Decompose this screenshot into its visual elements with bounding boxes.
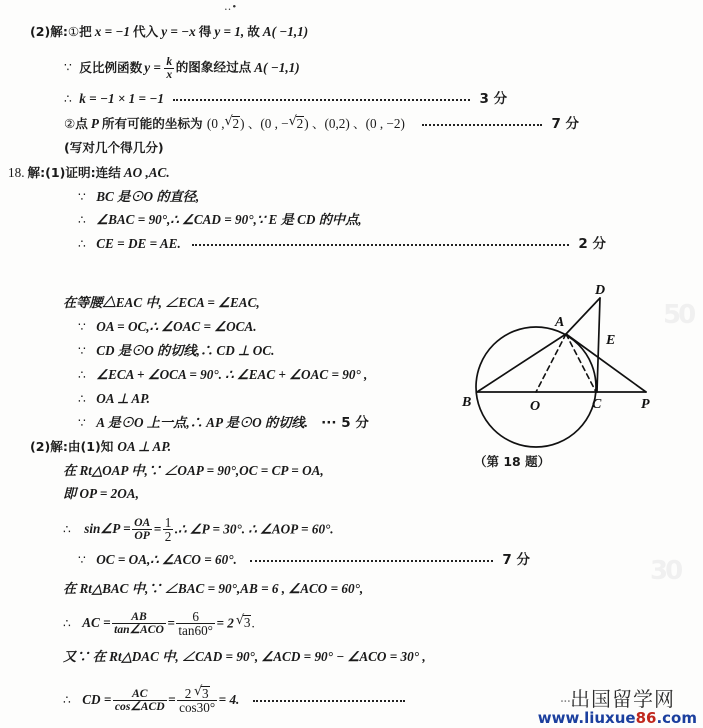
p18-part: (1): [45, 165, 66, 180]
cd-eq1: =: [168, 691, 176, 707]
p17-t2: 代入: [133, 24, 159, 39]
sin-label: sin∠P =: [84, 521, 131, 537]
therefore-symbol: ∴: [64, 91, 72, 106]
p18-proof2-text-5: OA ⊥ AP.: [96, 391, 150, 406]
p17-k-expr: k = −1 × 1 = −1: [79, 91, 164, 106]
p17-t4: 故: [247, 24, 260, 39]
label-E: E: [606, 333, 616, 348]
p18-part2-line-1: [63, 464, 324, 477]
p17-line-5-note: (写对几个得几分): [64, 140, 164, 155]
because-symbol: ∵: [64, 59, 72, 75]
therefore-symbol-8: ∴: [63, 691, 71, 707]
p18-proof2-line-5: [78, 392, 150, 406]
p18-sin-line: [63, 516, 334, 545]
p18-cd-line: [63, 686, 405, 716]
p18-proof-line-2: [78, 213, 362, 227]
label-B: B: [462, 395, 472, 410]
score-7-points-b: 7 分: [502, 552, 530, 568]
line-BA: [477, 334, 566, 392]
cd-label: CD =: [82, 691, 112, 707]
fraction-AB-tanACO: $\frac{AB}{\text{tan∠ACO}}$: [114, 610, 164, 637]
label-O: O: [530, 399, 541, 414]
p18-proof2-line-3: [78, 344, 274, 358]
p18-proof-line-1: [78, 190, 199, 204]
p17-t1: 把: [79, 24, 92, 39]
line-AD: [566, 298, 600, 334]
page-watermark-2: 30: [650, 556, 681, 586]
site-name-text: 出国留学网: [570, 686, 676, 711]
leader-dots-3: [192, 244, 569, 246]
therefore-symbol-6: ∴: [63, 521, 71, 537]
p17-t2c: 所有可能的坐标为: [101, 116, 203, 131]
p18-proof-text-2: ∠BAC = 90°,∴ ∠CAD = 90°,∵ E 是 CD 的中点,: [96, 212, 362, 227]
p18-part2-prefix: (2)解:: [30, 439, 68, 454]
geometry-figure: [440, 282, 660, 472]
p17-line-2: [64, 56, 300, 81]
label-D: D: [595, 283, 606, 298]
fraction-k-over-x: $\frac{k}{x}$: [166, 54, 173, 81]
because-symbol-2: ∵: [78, 189, 86, 204]
figure-caption: （第 18 题）: [474, 454, 551, 469]
p18-proof-line-3: [78, 237, 606, 252]
p18-part2-t1: 由(1)知: [67, 439, 114, 454]
sqrt-2-b: √ 2: [289, 116, 305, 130]
p17-t3: 得: [198, 24, 212, 39]
score-2-points: 2 分: [578, 236, 606, 252]
fraction-OA-OP: $\frac{OA}{OP}$: [134, 516, 151, 543]
sin-eq: =: [153, 521, 162, 537]
leader-dots-5: [253, 700, 405, 702]
therefore-symbol-2: ∴: [78, 212, 86, 227]
p18-proof2-text-3: CD 是⊙O 的切线,∴ CD ⊥ OC.: [96, 343, 275, 358]
p18-oc-text: OC = OA,∴ ∠ACO = 60°.: [96, 552, 237, 567]
fraction-AC-cosACD: $\frac{AC}{\text{cos∠ACD}}$: [114, 686, 165, 713]
sqrt-2-a: √ 2: [225, 116, 241, 130]
p18-ac-line: [63, 610, 255, 639]
p18-proof2-text-2: OA = OC,∴ ∠OAC = ∠OCA.: [96, 319, 257, 334]
p18-proof-text-1: BC 是⊙O 的直径,: [96, 189, 200, 204]
line-DC: [597, 298, 600, 392]
p18-proof2-text-4: ∠ECA + ∠OCA = 90°. ∴ ∠EAC + ∠OAC = 90° ,: [96, 367, 368, 382]
because-symbol-6: ∵: [78, 552, 86, 567]
p17-v3: y = 1,: [214, 24, 245, 39]
ac-label: AC =: [82, 615, 111, 631]
p17-t1b: 反比例函数: [79, 59, 143, 75]
p18-bac-line: [63, 582, 363, 595]
score-7-points: 7 分: [551, 116, 580, 132]
p18-number: 18.: [8, 165, 25, 180]
p18-proof-text-3: CE = DE = AE.: [96, 236, 181, 251]
sqrt-3-b: √ 3: [194, 686, 210, 701]
leader-dots: [173, 99, 470, 101]
label-C: C: [592, 397, 602, 412]
p18-prove: 证明:: [65, 165, 96, 180]
site-url-highlight: 86: [635, 708, 657, 727]
p17-coordinates: (0 , √ 2) 、(0 , − √ 2) 、(0,2) 、(0 , −2): [204, 116, 409, 131]
p17-line-3: [64, 92, 507, 107]
ac-eq2: = 2: [216, 615, 234, 631]
p18-part2-text-2: 即 OP = 2OA,: [63, 486, 139, 501]
line-AO-dashed: [536, 334, 566, 392]
page-watermark-1: 50: [663, 300, 694, 330]
p17-v2: y = −x: [161, 24, 196, 39]
p18-part2-heading: [30, 440, 171, 454]
site-url-a: www.liuxue: [537, 708, 636, 727]
p17-v2b: A( −1,1): [254, 59, 300, 75]
circled-two: ②: [64, 116, 76, 131]
sin-tail: .∴ ∠P = 30°. ∴ ∠AOP = 60°.: [174, 521, 334, 537]
score-5-points: ··· 5 分: [321, 415, 369, 431]
therefore-symbol-5: ∴: [78, 391, 86, 406]
because-symbol-3: ∵: [78, 319, 86, 334]
ac-eq1: =: [167, 615, 175, 631]
site-url: [538, 710, 697, 727]
p18-jie: 解:: [27, 165, 46, 180]
p18-bac-text: 在 Rt△BAC 中,∵ ∠BAC = 90°,AB = 6 , ∠ACO = 60°,: [63, 581, 364, 596]
p18-heading: [8, 166, 170, 180]
p18-proof2-line-4: [78, 368, 367, 382]
p18-proof2-line-6: [78, 416, 369, 431]
p17-point-P: P: [90, 116, 99, 131]
p17-t2b: 的图象经过点: [175, 59, 252, 75]
circle-O: [476, 327, 596, 447]
leader-dots-4: [250, 560, 493, 562]
fraction-2root3-cos30: $\frac{2 √ 3}{\cos 30^\circ}$: [177, 686, 217, 716]
score-3-points: 3 分: [479, 91, 508, 107]
p17-line-4: [64, 116, 579, 132]
site-name-cn: [538, 686, 697, 711]
p18-proof2-line-2: [78, 320, 257, 334]
leader-dots-2: [422, 124, 542, 126]
p17-prefix: (2)解:: [30, 24, 68, 39]
circled-one: ①: [67, 24, 80, 39]
p18-proof2-text-6: A 是⊙O 上一点,∴ AP 是⊙O 的切线.: [96, 415, 308, 430]
p18-part2-v1: OA ⊥ AP.: [117, 439, 172, 454]
therefore-symbol-3: ∴: [78, 236, 86, 251]
label-P: P: [641, 397, 650, 412]
p17-v1: x = −1: [94, 24, 131, 39]
cd-eq2: = 4.: [218, 691, 240, 707]
p18-proof2-line-1: [63, 296, 260, 309]
p17-line-1: [30, 25, 308, 39]
therefore-symbol-4: ∴: [78, 367, 86, 382]
because-symbol-5: ∵: [78, 415, 86, 430]
p17-t1c: 点: [75, 116, 88, 131]
top-stray-marks: ‥•: [224, 1, 238, 13]
p18-proof2-text-1: 在等腰△EAC 中, ∠ECA = ∠EAC,: [63, 295, 260, 310]
site-watermark: [537, 686, 697, 727]
fraction-6-tan60: $\frac{6}{\tan 60^\circ}$: [178, 608, 213, 639]
fraction-1-2: $\frac{1}{2}$: [164, 514, 172, 545]
p18-oc-line: [78, 553, 530, 568]
watermark-lead-dots: ···: [559, 693, 571, 710]
therefore-symbol-7: ∴: [63, 615, 71, 631]
ac-period: .: [251, 615, 255, 631]
label-A: A: [555, 315, 565, 330]
p18-part2-text-1: 在 Rt△OAP 中,∵ ∠OAP = 90°,OC = CP = OA,: [63, 463, 324, 478]
p18-part2-line-2: [63, 487, 139, 500]
sqrt-3: √ 3: [236, 615, 252, 629]
p18-dac-text: 又∵ 在 Rt△DAC 中, ∠CAD = 90°, ∠ACD = 90° − ∠ACO = 30° ,: [63, 649, 426, 664]
p17-v1b: y =: [144, 59, 161, 75]
because-symbol-4: ∵: [78, 343, 86, 358]
p17-v4: A( −1,1): [262, 24, 309, 39]
site-url-b: .com: [656, 708, 697, 727]
p18-v1: AO ,AC.: [123, 165, 170, 180]
p18-dac-line: [63, 650, 426, 663]
p18-t1: 连结: [95, 165, 121, 180]
